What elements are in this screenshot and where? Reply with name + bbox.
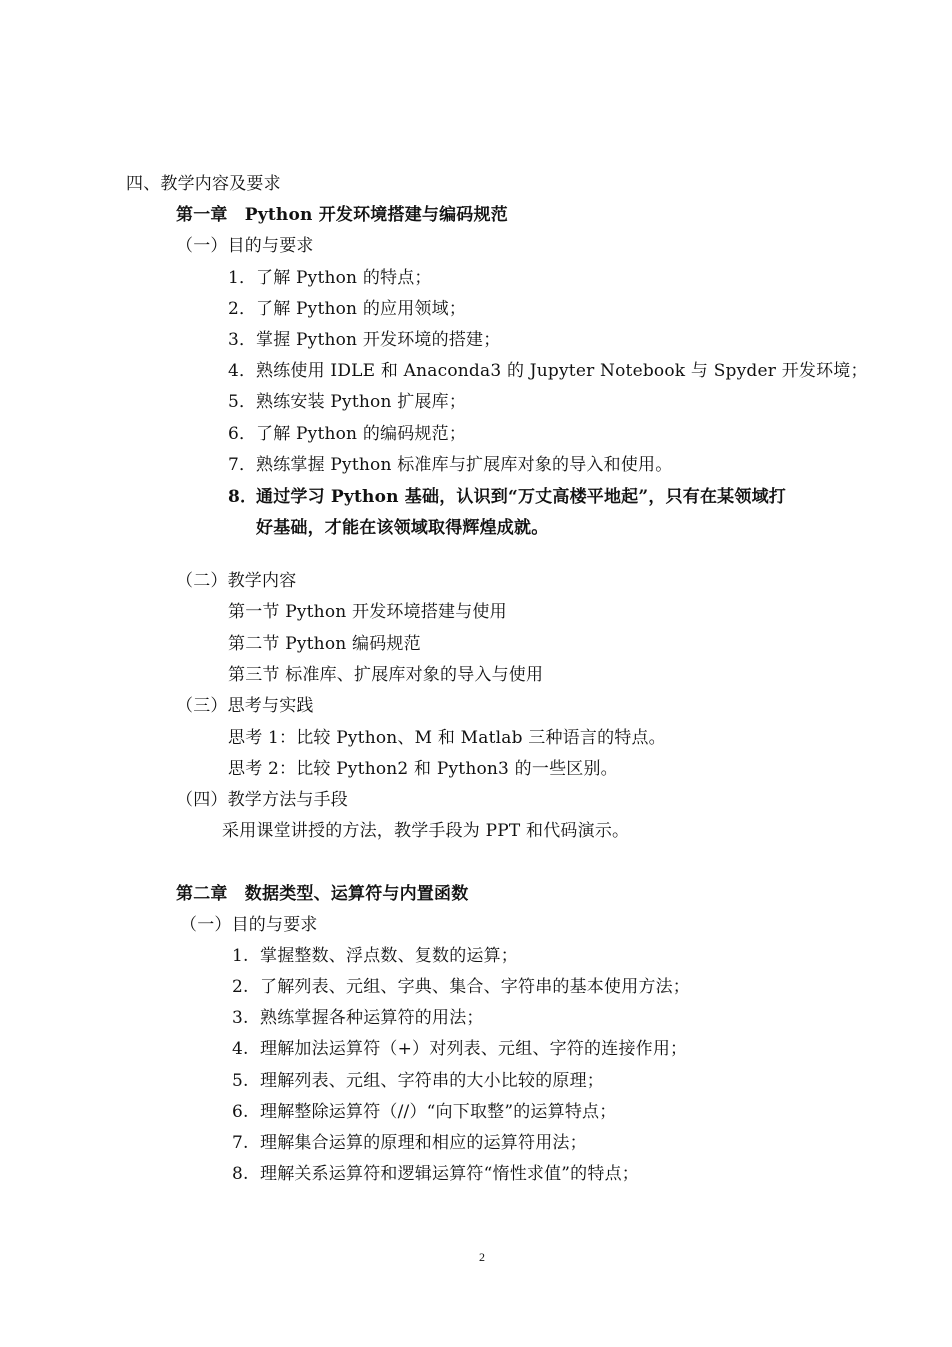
list-item-continuation: 好基础，才能在该领域取得辉煌成就。 [256, 518, 549, 538]
list-item-number: 3． [228, 330, 257, 350]
list-item [228, 267, 432, 289]
list-item [232, 1007, 484, 1029]
list-item-number: 1. [232, 946, 249, 966]
list-item-number: 5. [232, 1071, 249, 1091]
list-item-text: 掌握整数、浮点数、复数的运算； [260, 946, 518, 966]
list-item-text: 理解集合运算的原理和相应的运算符用法； [260, 1133, 587, 1153]
list-item-number: 8. [232, 1164, 249, 1184]
list-item-text: 理解整除运算符（//）“向下取整”的运算特点； [260, 1102, 617, 1122]
list-item-number: 8． [228, 487, 258, 507]
list-item-number: 7. [232, 1133, 249, 1153]
list-item [228, 391, 466, 413]
list-item-number: 3. [232, 1008, 249, 1028]
chapter2-title: 第二章 数据类型、运算符与内置函数 [176, 884, 469, 904]
list-item [232, 1070, 604, 1092]
list-item [228, 423, 466, 445]
list-item-text: 熟练安装 Python 扩展库； [256, 392, 467, 412]
list-item-text: 了解 Python 的应用领域； [256, 299, 467, 319]
list-item-text: 掌握 Python 开发环境的搭建； [256, 330, 501, 350]
list-item [232, 945, 518, 967]
methods-text: 采用课堂讲授的方法，教学手段为 PPT 和代码演示。 [222, 821, 630, 841]
practice-item: 思考 1：比较 Python、M 和 Matlab 三种语言的特点。 [228, 728, 666, 748]
list-item [232, 976, 690, 998]
section-heading: 四、教学内容及要求 [126, 174, 281, 194]
list-item [232, 1038, 687, 1060]
chapter1-content-heading: （二）教学内容 [176, 571, 297, 591]
list-item-number: 2. [232, 977, 249, 997]
list-item-text: 理解关系运算符和逻辑运算符“惰性求值”的特点； [260, 1164, 639, 1184]
list-item-text: 理解加法运算符（+）对列表、元组、字符的连接作用； [260, 1039, 688, 1059]
list-item [228, 360, 868, 382]
chapter2-goals-heading: （一）目的与要求 [180, 915, 318, 935]
chapter1-methods-heading: （四）教学方法与手段 [176, 790, 348, 810]
list-item [232, 1163, 639, 1185]
list-item-number: 1． [228, 268, 257, 288]
list-item-number: 6． [228, 424, 257, 444]
list-item-number: 4． [228, 361, 257, 381]
chapter1-goals-heading: （一）目的与要求 [176, 236, 314, 256]
list-item [228, 454, 672, 476]
list-item-text: 熟练掌握 Python 标准库与扩展库对象的导入和使用。 [256, 455, 673, 475]
chapter1-title: 第一章 Python 开发环境搭建与编码规范 [176, 205, 508, 225]
list-item [228, 486, 786, 508]
list-item-text: 了解 Python 的特点； [256, 268, 432, 288]
list-item-text: 了解列表、元组、字典、集合、字符串的基本使用方法； [260, 977, 690, 997]
list-item-text: 熟练使用 IDLE 和 Anaconda3 的 Jupyter Notebook 与 Spyder 开发环境； [256, 361, 868, 381]
list-item-number: 7． [228, 455, 257, 475]
list-item-number: 2． [228, 299, 257, 319]
content-item: 第二节 Python 编码规范 [228, 634, 421, 654]
list-item-text: 了解 Python 的编码规范； [256, 424, 467, 444]
list-item-text: 理解列表、元组、字符串的大小比较的原理； [260, 1071, 604, 1091]
list-item-number: 4. [232, 1039, 249, 1059]
practice-item: 思考 2：比较 Python2 和 Python3 的一些区别。 [228, 759, 618, 779]
list-item [232, 1132, 587, 1154]
list-item-text: 熟练掌握各种运算符的用法； [260, 1008, 484, 1028]
list-item [228, 329, 500, 351]
list-item [228, 298, 466, 320]
page-number: 2 [479, 1250, 485, 1264]
list-item-number: 5． [228, 392, 257, 412]
chapter1-practice-heading: （三）思考与实践 [176, 696, 314, 716]
content-item: 第一节 Python 开发环境搭建与使用 [228, 602, 507, 622]
list-item [232, 1101, 616, 1123]
list-item-number: 6. [232, 1102, 249, 1122]
content-item: 第三节 标准库、扩展库对象的导入与使用 [228, 665, 544, 685]
list-item-text: 通过学习 Python 基础，认识到“万丈高楼平地起”，只有在某领域打 [256, 487, 786, 507]
